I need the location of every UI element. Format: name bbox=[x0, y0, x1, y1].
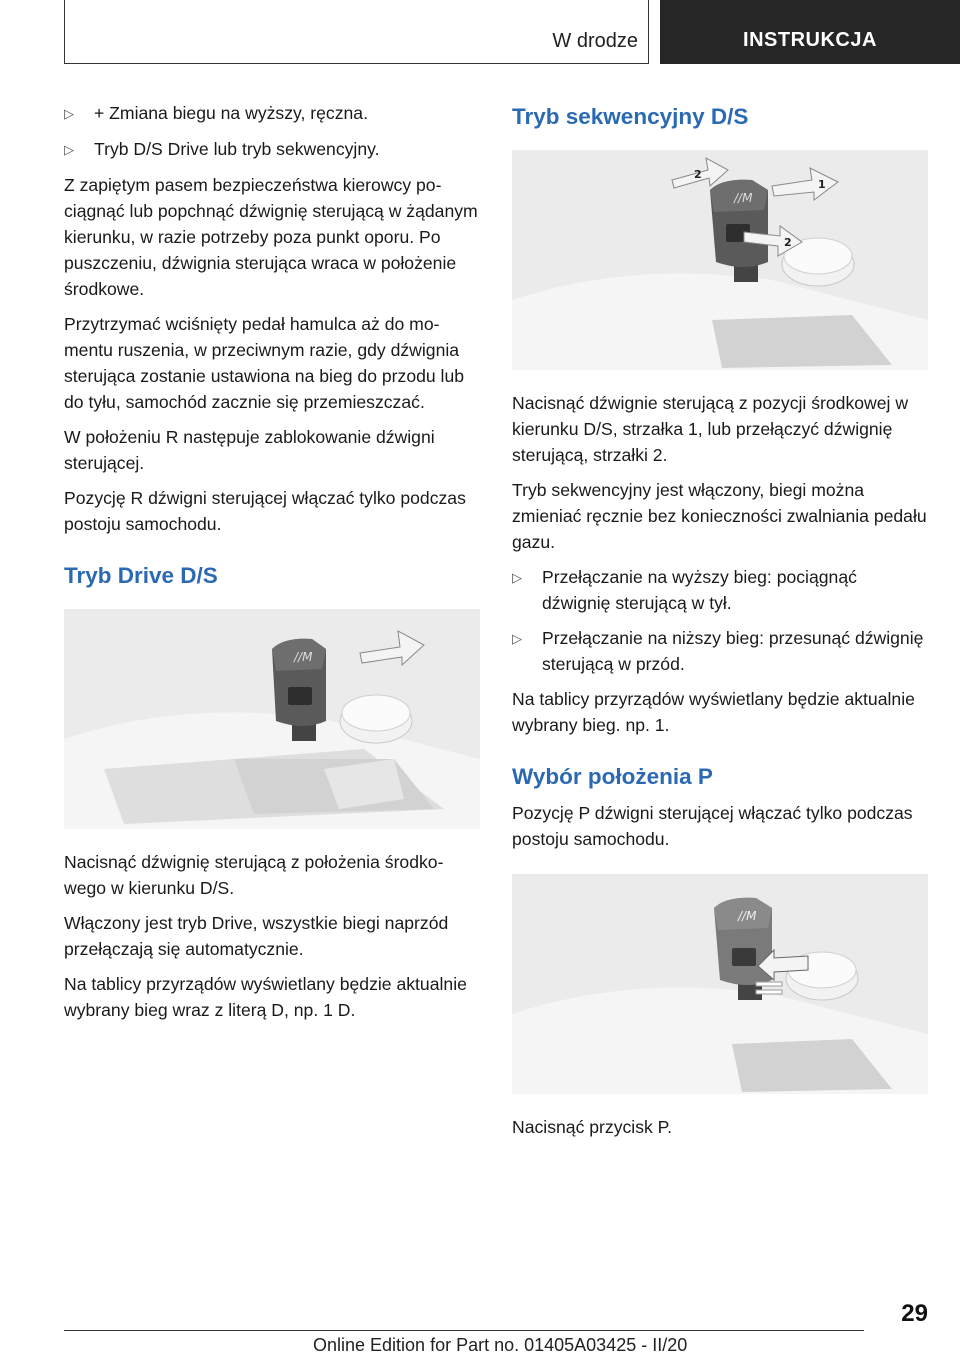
gear-selector-arrows-illustration bbox=[512, 150, 928, 370]
list-item bbox=[64, 100, 479, 127]
paragraph: Włączony jest tryb Drive, wszystkie biegi naprzód przełączają się automatycznie. bbox=[64, 913, 449, 959]
paragraph: Pozycję P dźwigni sterującej włączać tylko podczas postoju samochodu. bbox=[512, 803, 913, 849]
list-item-text: Przełączanie na wyższy bieg: pociągnąć dźwignię sterującą w tył. bbox=[542, 567, 857, 613]
right-column bbox=[512, 100, 927, 1149]
list-item bbox=[64, 136, 479, 163]
arrow-label: 2 bbox=[784, 236, 792, 249]
arrow-label: 2 bbox=[694, 168, 702, 181]
section-heading-park: Wybór położenia P bbox=[512, 764, 713, 789]
paragraph: Przytrzymać wciśnięty pedał hamulca aż do momentu ruszenia, w przeciwnym razie, gdy dźwignia sterująca zostanie ustawiona na bieg do przodu lub do tyłu, samochód zacznie się przemieszczać. bbox=[64, 314, 465, 412]
triangle-right-outline-icon: ▷ bbox=[64, 106, 74, 121]
header-separator bbox=[648, 0, 649, 64]
paragraph: W położeniu R następuje zablokowanie dźwigni sterującej. bbox=[64, 427, 435, 473]
section-heading-drive: Tryb Drive D/S bbox=[64, 563, 218, 588]
triangle-right-outline-icon: ▷ bbox=[512, 570, 522, 585]
paragraph: Pozycję R dźwigni sterującej włączać tylko podczas postoju samochodu. bbox=[64, 488, 466, 534]
header-chapter-tab bbox=[660, 0, 960, 64]
triangle-right-outline-icon: ▷ bbox=[64, 142, 74, 157]
figure-park-button bbox=[512, 874, 928, 1094]
figure-drive-mode bbox=[64, 609, 480, 829]
paragraph: Nacisnąć dźwignie sterującą z pozycji środkowej w kierunku D/S, strzałka 1, lub przełączyć dźwignię sterującą, strzałki 2. bbox=[512, 393, 909, 465]
list-item bbox=[512, 564, 927, 616]
paragraph: Z zapiętym pasem bezpieczeństwa kierowcy pociągnąć lub popchnąć dźwignię sterującą w żądanym kierunku, w razie potrzeby poza punkt oporu. Po puszczeniu, dźwignia sterująca wraca w położenie środkowe. bbox=[64, 175, 478, 299]
paragraph: Nacisnąć dźwignię sterującą z położenia środkowego w kierunku D/S. bbox=[64, 852, 444, 898]
arrow-label: 1 bbox=[818, 178, 826, 191]
paragraph: Tryb sekwencyjny jest włączony, biegi można zmieniać ręcznie bez konieczności zwalniania pedału gazu. bbox=[512, 480, 927, 552]
page-number: 29 bbox=[901, 1300, 928, 1327]
list-item-text: Tryb D/S Drive lub tryb sekwencyjny. bbox=[94, 139, 380, 159]
header-chapter-label: INSTRUKCJA bbox=[743, 29, 877, 51]
paragraph: Nacisnąć przycisk P. bbox=[512, 1117, 673, 1137]
park-button-illustration bbox=[512, 874, 928, 1094]
header-section-title: W drodze bbox=[552, 30, 638, 52]
svg-text://M: //M bbox=[738, 909, 757, 923]
paragraph: Na tablicy przyrządów wyświetlany będzie aktualnie wybrany bieg wraz z literą D, np. 1 D. bbox=[64, 974, 467, 1020]
triangle-right-outline-icon: ▷ bbox=[512, 631, 522, 646]
footer-edition: Online Edition for Part no. 01405A03425 - II/20 bbox=[313, 1335, 688, 1355]
list-item-text: + Zmiana biegu na wyższy, ręczna. bbox=[94, 103, 368, 123]
svg-text://M: //M bbox=[734, 191, 753, 205]
figure-sequential-mode bbox=[512, 150, 928, 370]
section-heading-sequential: Tryb sekwencyjny D/S bbox=[512, 104, 749, 129]
left-column bbox=[64, 100, 479, 1032]
header-left-rule bbox=[64, 0, 65, 64]
gear-selector-illustration bbox=[64, 609, 480, 829]
list-item-text: Przełączanie na niższy bieg: przesunąć dźwignię sterującą w przód. bbox=[542, 628, 924, 674]
list-item bbox=[512, 625, 927, 677]
footer-rule bbox=[64, 1330, 864, 1331]
header-bottom-rule bbox=[64, 63, 648, 64]
paragraph: Na tablicy przyrządów wyświetlany będzie aktualnie wybrany bieg. np. 1. bbox=[512, 689, 915, 735]
svg-text://M: //M bbox=[294, 650, 313, 664]
